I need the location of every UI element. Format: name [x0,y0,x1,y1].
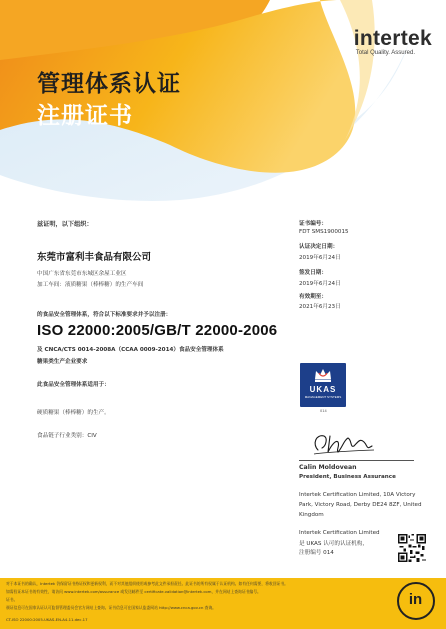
issue-date-label: 签发日期： [299,270,327,276]
logo-wordmark: intertek [353,27,432,50]
ukas-subtitle: MANAGEMENT SYSTEMS [304,395,342,399]
scope-intro: 此食品安全管理体系适用于： [37,382,110,388]
footer-line-4: 颁证信息可在国家认证认可监督管理委员会官方网站上查询。证书信息可在国家认监委网站 http://www.cnca.gov.cn 查询。 [6,605,216,610]
signature-line [299,460,414,461]
issuer-address-line-3: Kingdom [299,512,324,518]
scope-text: 硬质糖果（棒棒糖）的生产。 [37,410,110,416]
issuer-address-line-2: Park, Victory Road, Derby DE24 8ZF, United [299,502,422,508]
issuer-cn-line-3: 注册编号 014 [299,550,334,556]
footer-line-1: 对于本证书的确认，Intertek 仍保留证书持证权和更新权利，而不对其他组织使用或参考此文件承担责任。此证书的所有权属于认证机构。如有任何需要，将收回证书。 [6,581,288,586]
food-chain-category: 食品链子行业类别：CIV [37,433,97,439]
issuer-address-line-1: Intertek Certification Limited, 10A Victory [299,492,416,498]
cert-no-label: 证书编号： [299,221,327,227]
address-line-1: 中国广东省东莞市东城区余屋工业区 [37,271,127,277]
footer-doc-code: CT-ISO 22000:2005-UKAS-EN-A4-11.dec.17 [6,617,88,622]
standard-cnca-line-1: 及 CNCA/CTS 0014-2008A（CCAA 0009-2014）食品安全管理体系 [37,347,224,353]
badge-text: in [408,591,423,608]
signature-graphic [308,430,378,458]
ukas-wordmark: UKAS [309,385,337,394]
ukas-number: 014 [320,409,327,413]
ukas-accreditation-mark [300,363,346,407]
intertek-logo [354,28,432,56]
expiry-date-value: 2021年6月23日 [299,304,341,310]
footer-line-2: 如需验证本证书的有效性，请访问 www.intertek.com/assurance 或发送邮件至 certificate.validation@intertek.com，并在网站上查询证书编号。 [6,589,261,594]
issuer-cn-line-1: Intertek Certification Limited [299,530,380,536]
address-line-2: 加工车间：液质糖果（棒棒糖）的生产车间 [37,282,144,288]
signatory-name: Calin Moldovean [299,464,357,471]
signatory-title: President, Business Assurance [299,474,396,480]
footer-line-3: 证书。 [6,597,18,602]
cert-no-value: FDT SMS1900015 [299,229,349,235]
standard-cnca-line-2: 糖果类生产企业要求 [37,359,88,365]
expiry-date-label: 有效期至： [299,294,327,300]
initial-date-value: 2019年6月24日 [299,255,341,261]
certificate-subtitle: 注册证书 [37,103,133,129]
standard-iso: ISO 22000:2005/GB/T 22000-2006 [37,322,278,339]
issue-date-value: 2019年6月24日 [299,281,341,287]
issuer-cn-line-2: 是 UKAS 认可的认证机构， [299,541,368,547]
initial-date-label: 认证决定日期： [299,244,339,250]
company-name: 东莞市富利丰食品有限公司 [37,252,152,263]
certify-intro: 兹证明，以下组织： [37,221,93,228]
qr-code[interactable] [398,534,426,562]
standard-intro: 的食品安全管理体系，符合以下标准要求并予以注册： [37,312,172,318]
intertek-badge-icon [397,582,435,620]
crown-icon [313,367,333,383]
certificate-title: 管理体系认证 [37,71,181,97]
logo-tagline: Total Quality. Assured. [355,50,415,56]
